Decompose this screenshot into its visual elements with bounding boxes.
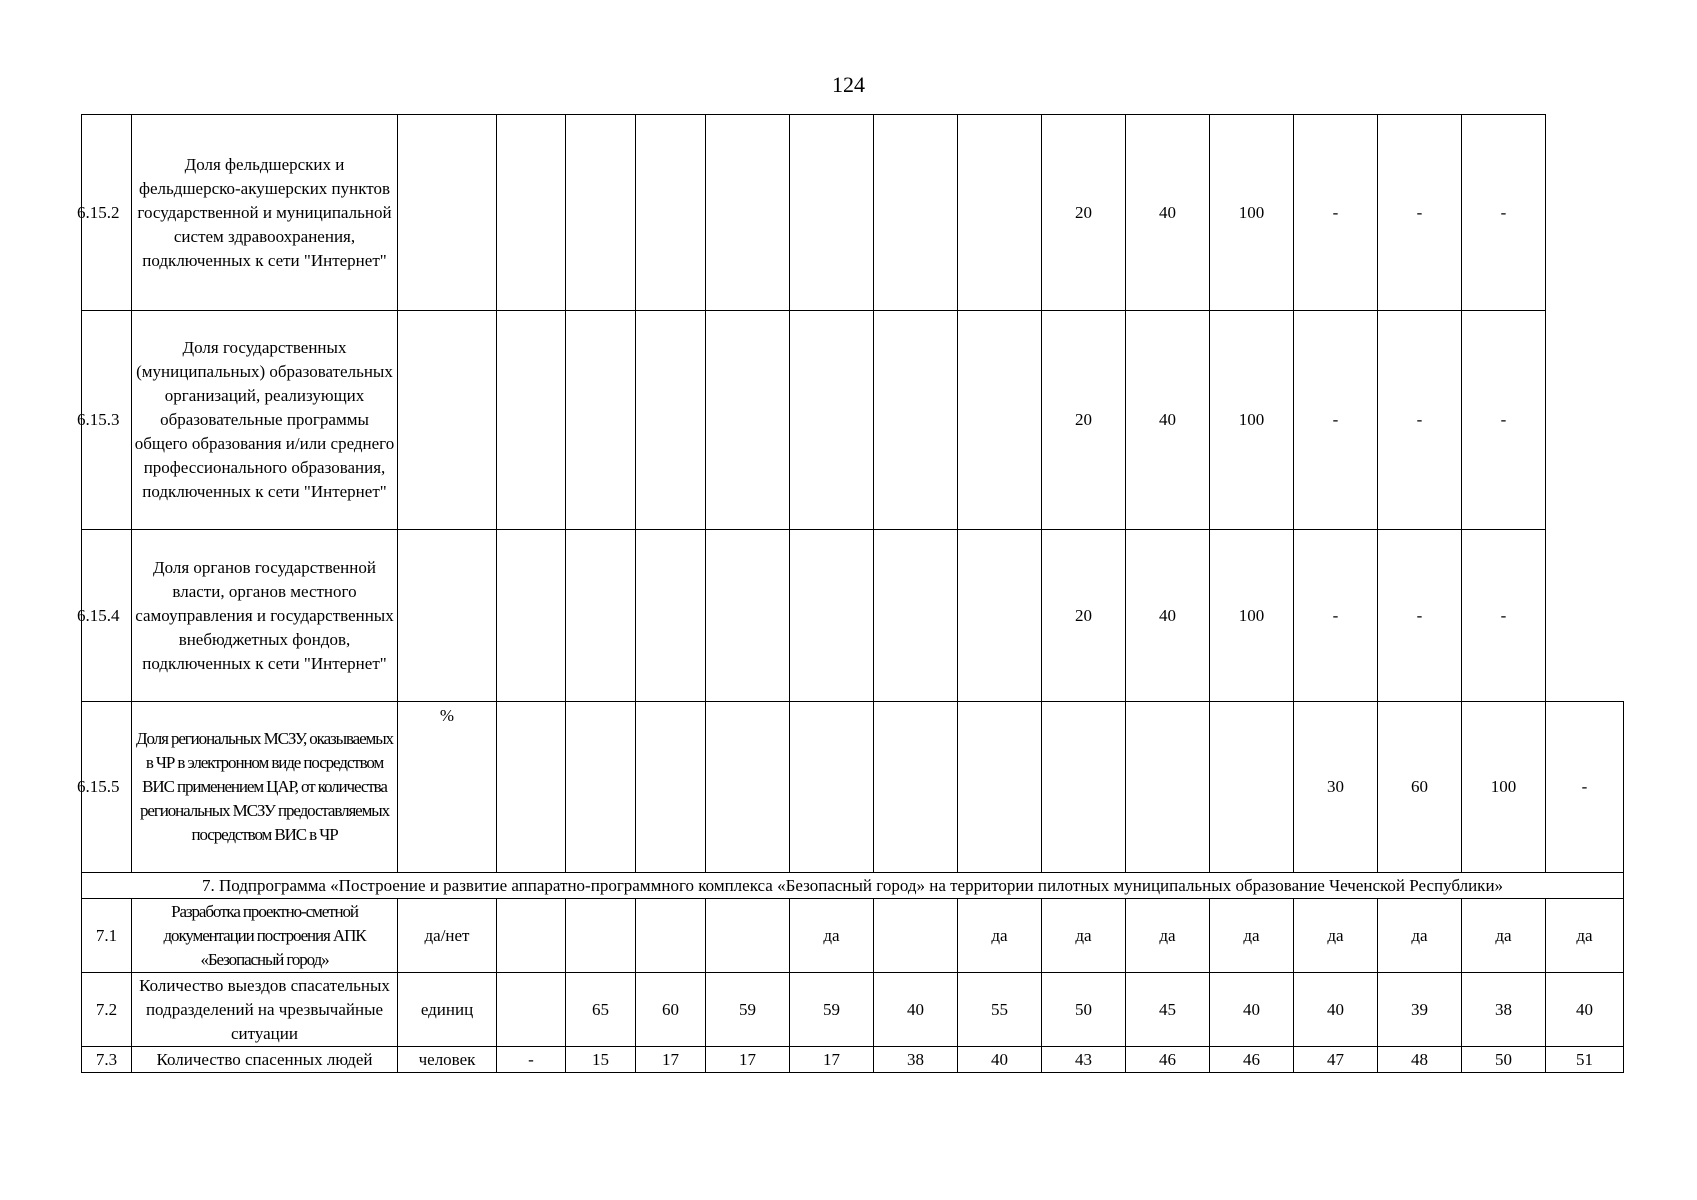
value-cell: 100 [1462,702,1546,873]
value-cell [566,311,636,530]
value-cell: 46 [1210,1047,1294,1073]
unit-cell: человек [398,1047,497,1073]
unit-cell [398,115,497,311]
unit-cell [398,311,497,530]
row-number: 7.2 [82,973,132,1047]
value-cell: 43 [1042,1047,1126,1073]
page-number: 124 [832,72,865,97]
value-cell: да [790,899,874,973]
value-cell [497,899,566,973]
value-cell: - [1294,311,1378,530]
value-cell [1210,702,1294,873]
value-cell: 40 [1126,115,1210,311]
indicator-name: Доля фельдшерских и фельдшерско-акушерских пунктов государственной и муниципальной систем здравоохранения, подключенных к сети "Интернет" [132,115,398,311]
value-cell: 59 [790,973,874,1047]
value-cell: да [1042,899,1126,973]
value-cell: - [1462,530,1546,702]
row-number: 7.3 [82,1047,132,1073]
value-cell [566,899,636,973]
value-cell [636,530,706,702]
value-cell [636,702,706,873]
table-row [82,115,1624,311]
value-cell: 40 [1126,311,1210,530]
value-cell [958,530,1042,702]
value-cell [958,702,1042,873]
indicator-name: Доля органов государственной власти, органов местного самоуправления и государственных внебюджетных фондов, подключенных к сети "Интернет" [132,530,398,702]
value-cell [706,311,790,530]
indicators-table [77,114,1624,1073]
value-cell: - [1462,311,1546,530]
value-cell: 51 [1546,1047,1624,1073]
indicator-name: Разработка проектно-сметной документации построения АПК «Безопасный город» [132,899,398,973]
value-cell [636,115,706,311]
value-cell: да [1462,899,1546,973]
value-cell [874,311,958,530]
value-cell [497,115,566,311]
unit-cell: да/нет [398,899,497,973]
value-cell: 60 [1378,702,1462,873]
value-cell: - [1378,530,1462,702]
value-cell [958,115,1042,311]
value-cell: 20 [1042,311,1126,530]
value-cell [790,702,874,873]
unit-cell [398,530,497,702]
value-cell: да [1546,899,1624,973]
value-cell [566,115,636,311]
value-cell: 47 [1294,1047,1378,1073]
value-cell: - [497,1047,566,1073]
value-cell [566,530,636,702]
value-cell [874,899,958,973]
value-cell: 39 [1378,973,1462,1047]
table-row [82,311,1624,530]
table-row [82,899,1624,973]
value-cell: 17 [790,1047,874,1073]
value-cell: 20 [1042,115,1126,311]
value-cell: 100 [1210,311,1294,530]
row-number: 6.15.5 [82,702,132,873]
value-cell: - [1546,702,1624,873]
value-cell: 65 [566,973,636,1047]
value-cell: 40 [1546,973,1624,1047]
indicator-name: Доля региональных МСЗУ, оказываемых в ЧР в электронном виде посредством ВИС применением ЦАР, от количества региональных МСЗУ предоставляемых посредством ВИС в ЧР [132,702,398,873]
value-cell [790,530,874,702]
value-cell: 38 [874,1047,958,1073]
row-number: 6.15.4 [82,530,132,702]
table-row [82,973,1624,1047]
value-cell [636,311,706,530]
value-cell [874,115,958,311]
indicator-name: Количество спасенных людей [132,1047,398,1073]
value-cell [497,973,566,1047]
value-cell: да [1294,899,1378,973]
value-cell [706,530,790,702]
value-cell [1042,702,1126,873]
unit-cell: единиц [398,973,497,1047]
value-cell: 50 [1042,973,1126,1047]
section-title: 7. Подпрограмма «Построение и развитие аппаратно-программного комплекса «Безопасный город» на территории пилотных муниципальных образование Чеченской Республики» [82,873,1624,899]
value-cell [1126,702,1210,873]
value-cell: 40 [958,1047,1042,1073]
unit-cell: % [398,702,497,873]
value-cell [636,899,706,973]
value-cell: 40 [1294,973,1378,1047]
value-cell: 15 [566,1047,636,1073]
value-cell: да [1378,899,1462,973]
value-cell [874,702,958,873]
value-cell: 40 [1210,973,1294,1047]
value-cell: 17 [636,1047,706,1073]
value-cell: 20 [1042,530,1126,702]
value-cell [497,311,566,530]
row-number: 6.15.3 [82,311,132,530]
section-header-row [82,873,1624,899]
value-cell: 40 [874,973,958,1047]
value-cell [706,702,790,873]
value-cell: 59 [706,973,790,1047]
value-cell: 60 [636,973,706,1047]
value-cell [874,530,958,702]
value-cell: 55 [958,973,1042,1047]
value-cell [566,702,636,873]
indicator-name: Доля государственных (муниципальных) образовательных организаций, реализующих образовательные программы общего образования и/или среднего профессионального образования, подключенных к сети "Интернет" [132,311,398,530]
value-cell: 46 [1126,1047,1210,1073]
table-row [82,530,1624,702]
indicator-name: Количество выездов спасательных подразделений на чрезвычайные ситуации [132,973,398,1047]
value-cell: 50 [1462,1047,1546,1073]
value-cell: - [1378,115,1462,311]
value-cell: 38 [1462,973,1546,1047]
value-cell: да [958,899,1042,973]
value-cell: - [1294,530,1378,702]
value-cell [706,115,790,311]
value-cell: - [1294,115,1378,311]
value-cell: 40 [1126,530,1210,702]
value-cell: 48 [1378,1047,1462,1073]
table-row [82,702,1624,873]
row-number: 6.15.2 [82,115,132,311]
value-cell [790,115,874,311]
row-number: 7.1 [82,899,132,973]
value-cell: 100 [1210,115,1294,311]
table-row [82,1047,1624,1073]
value-cell: 45 [1126,973,1210,1047]
value-cell: - [1462,115,1546,311]
value-cell [497,530,566,702]
value-cell: - [1378,311,1462,530]
value-cell [790,311,874,530]
value-cell: 30 [1294,702,1378,873]
value-cell: 100 [1210,530,1294,702]
value-cell [706,899,790,973]
value-cell: да [1126,899,1210,973]
value-cell [958,311,1042,530]
value-cell [497,702,566,873]
value-cell: да [1210,899,1294,973]
value-cell: 17 [706,1047,790,1073]
